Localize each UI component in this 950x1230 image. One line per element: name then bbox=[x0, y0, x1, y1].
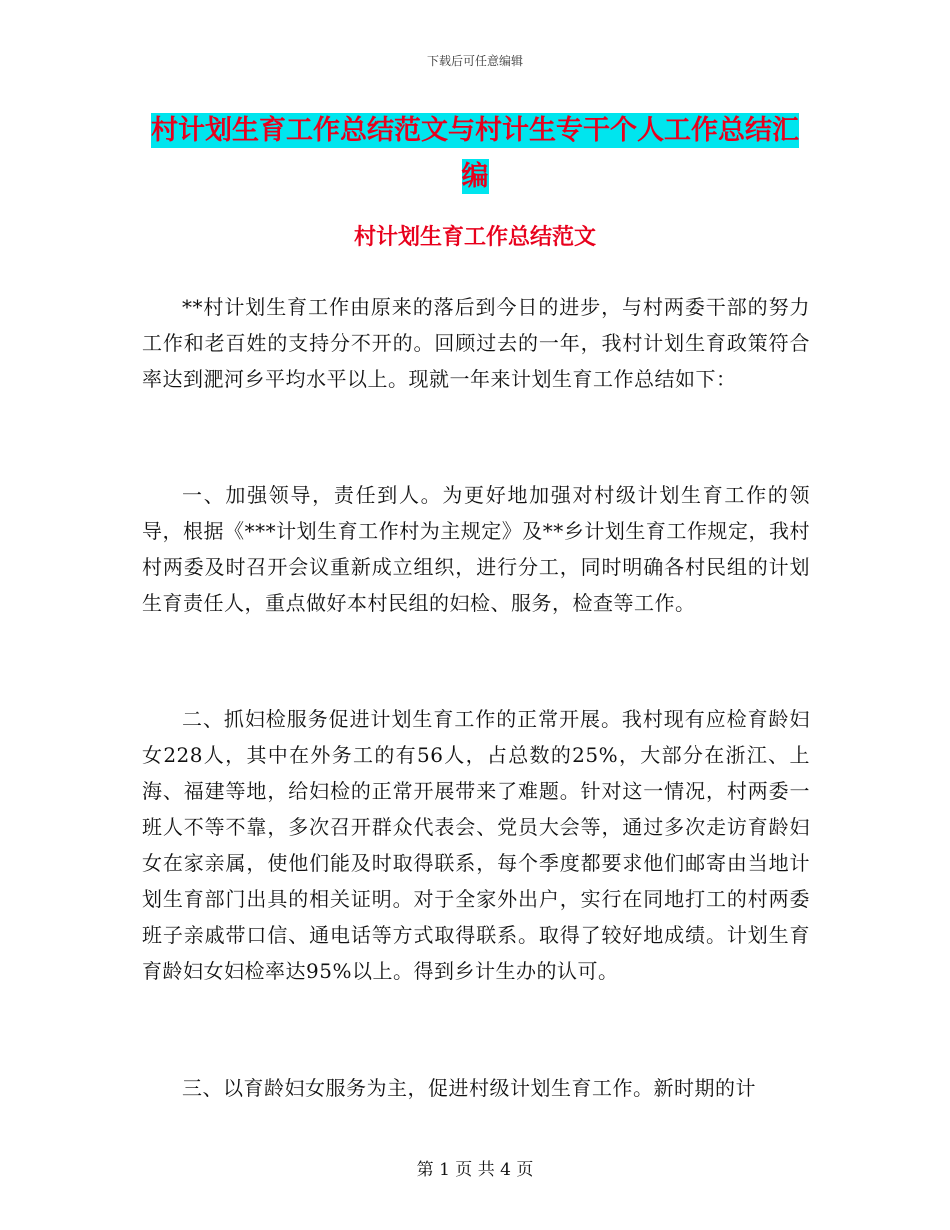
document-title bbox=[140, 108, 810, 200]
page-footer: 第 1 页 共 4 页 bbox=[416, 1160, 534, 1180]
paragraph-women-service: 三、以育龄妇女服务为主，促进村级计划生育工作。新时期的计 bbox=[182, 1076, 756, 1100]
paragraph-exam-service: 二、抓妇检服务促进计划生育工作的正常开展。我村现有应检育龄妇女228人，其中在外务工的有56人，占总数的25%，大部分在浙江、上海、福建等地，给妇检的正常开展带来了难题。针对这一情况，村两委一班人不等不靠，多次召开群众代表会、党员大会等，通过多次走访育龄妇女在家亲属，使他们能及时取得联系，每个季度都要求他们邮寄由当地计划生育部门出具的相关证明。对于全家外出户，实行在同地打工的村两委班子亲戚带口信、通电话等方式取得联系。取得了较好地成绩。计划生育育龄妇女妇检率达95%以上。得到乡计生办的认可。 bbox=[142, 707, 810, 983]
document-title-text: 村计划生育工作总结范文与村计生专干个人工作总结汇编 bbox=[151, 115, 799, 192]
paragraph-leadership: 一、加强领导，责任到人。为更好地加强对村级计划生育工作的领导，根据《***计划生育工作村为主规定》及**乡计划生育工作规定，我村村两委及时召开会议重新成立组织，进行分工，同时明确各村民组的计划生育责任人，重点做好本村民组的妇检、服务，检查等工作。 bbox=[142, 483, 810, 615]
section-title: 村计划生育工作总结范文 bbox=[353, 224, 596, 250]
header-note: 下载后可任意编辑 bbox=[426, 54, 523, 68]
paragraph-intro: **村计划生育工作由原来的落后到今日的进步，与村两委干部的努力工作和老百姓的支持分不开的。回顾过去的一年，我村计划生育政策符合率达到淝河乡平均水平以上。现就一年来计划生育工作总结如下： bbox=[142, 295, 810, 391]
